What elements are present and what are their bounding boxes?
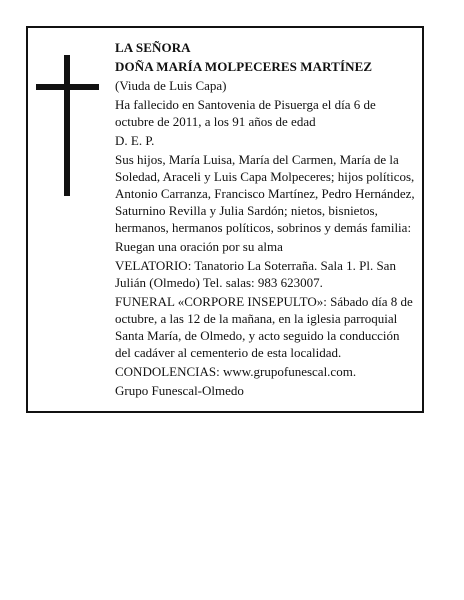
widow-subtitle: (Viuda de Luis Capa) <box>115 78 227 93</box>
prayer-request: Ruegan una oración por su alma <box>115 239 283 254</box>
funeral-home: Grupo Funescal-Olmedo <box>115 383 244 398</box>
funeral-info: FUNERAL «CORPORE INSEPULTO»: Sábado día 8 de octubre, a las 12 de la mañana, en la iglesia parroquial Santa María, de Olmedo, y acto seguido la conducción del cadáver al cementerio de esta localidad. <box>115 294 413 360</box>
cross-icon <box>64 55 70 196</box>
notice-title: LA SEÑORA <box>115 40 191 55</box>
family-list: Sus hijos, María Luisa, María del Carmen, María de la Soledad, Araceli y Luis Capa Molpeceres; hijos políticos, Antonio Carranza, Francisco Martínez, Pedro Hernández, Saturnino Revilla y Julia Sardón; nietos, bisnietos, hermanos, hermanos políticos, sobrinos y demás familia: <box>115 152 415 235</box>
deceased-name: DOÑA MARÍA MOLPECERES MARTÍNEZ <box>115 59 373 74</box>
rip-line: D. E. P. <box>115 133 155 148</box>
death-announcement: Ha fallecido en Santovenia de Pisuerga el día 6 de octubre de 2011, a los 91 años de edad <box>115 97 376 129</box>
cross-icon-bar <box>36 84 99 90</box>
velatorio-info: VELATORIO: Tanatorio La Soterraña. Sala 1. Pl. San Julián (Olmedo) Tel. salas: 983 623007. <box>115 258 396 290</box>
obituary-text <box>115 39 415 401</box>
condolences-info: CONDOLENCIAS: www.grupofunescal.com. <box>115 364 357 379</box>
